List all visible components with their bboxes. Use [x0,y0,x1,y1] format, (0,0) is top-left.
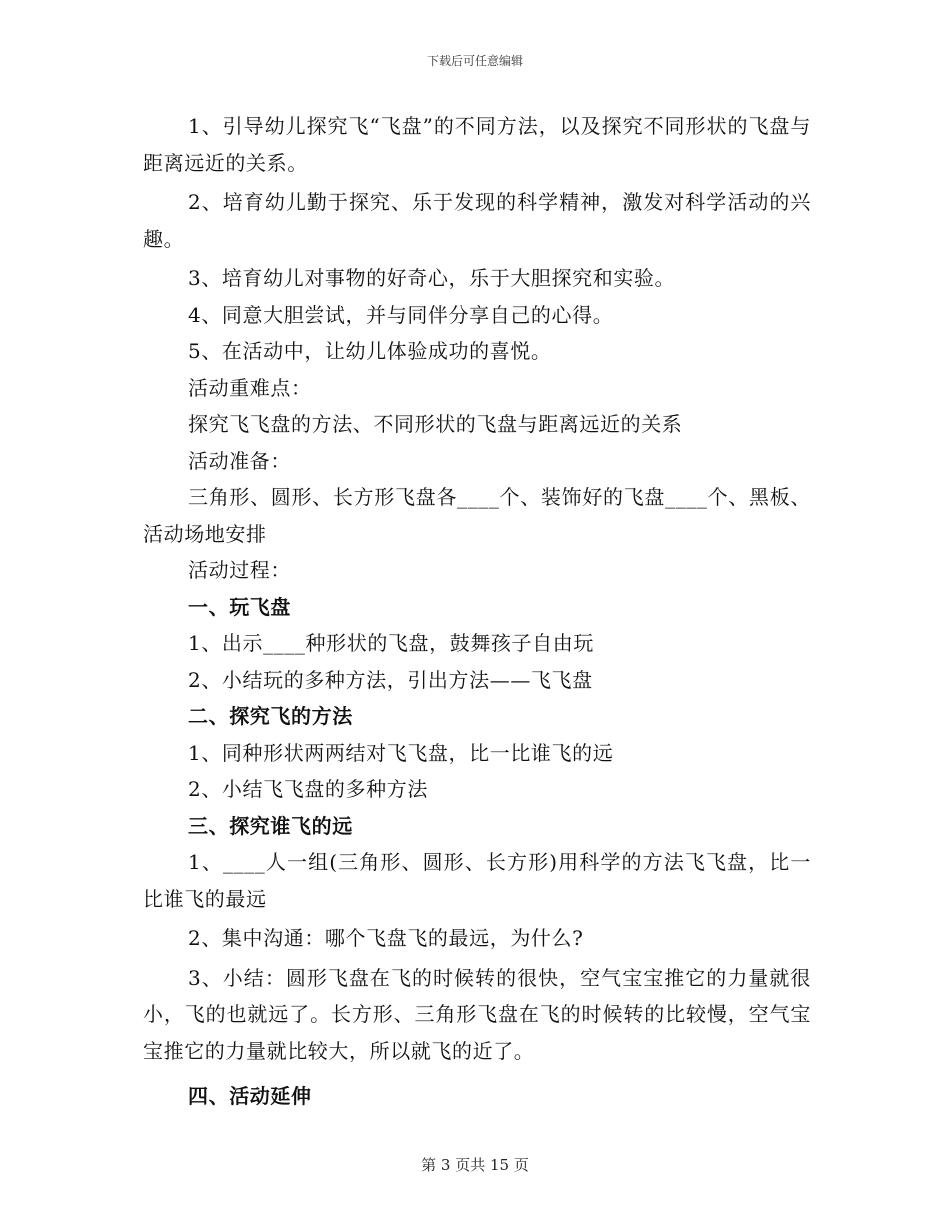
objective-2: 2、培育幼儿勤于探究、乐于发现的科学精神，激发对科学活动的兴趣。 [143,190,811,251]
step-2-2: 2、小结飞飞盘的多种方法 [188,777,428,801]
step-3-3: 3、小结：圆形飞盘在飞的时候转的很快，空气宝宝推它的力量就很小，飞的也就远了。长方形、三角形飞盘在飞的时候转的比较慢，空气宝宝推它的力量就比较大，所以就飞的近了。 [143,965,811,1063]
section-heading-2: 二、探究飞的方法 [188,704,353,728]
preparation-heading: 活动准备： [188,448,291,473]
objective-4: 4、同意大胆尝试，并与同伴分享自己的心得。 [188,302,614,327]
preparation-text: 三角形、圆形、长方形飞盘各____个、装饰好的飞盘____个、黑板、活动场地安排 [143,485,811,546]
step-3-1: 1、____人一组(三角形、圆形、长方形)用科学的方法飞飞盘，比一比谁飞的最远 [143,850,811,911]
step-1-2: 2、小结玩的多种方法，引出方法——飞飞盘 [188,667,593,692]
document-body [143,108,811,1115]
objective-3: 3、培育幼儿对事物的好奇心，乐于大胆探究和实验。 [188,266,676,290]
step-3-2: 2、集中沟通：哪个飞盘飞的最远，为什么? [188,926,584,950]
page-header: 下载后可任意编辑 [426,54,523,68]
objective-1: 1、引导幼儿探究飞“飞盘”的不同方法，以及探究不同形状的飞盘与距离远近的关系。 [143,114,811,175]
step-2-1: 1、同种形状两两结对飞飞盘，比一比谁飞的远 [188,740,614,765]
process-heading: 活动过程： [188,558,291,582]
section-heading-1: 一、玩飞盘 [188,594,291,619]
section-heading-4: 四、活动延伸 [188,1084,312,1108]
section-heading-3: 三、探究谁飞的远 [188,813,353,838]
key-points-text: 探究飞飞盘的方法、不同形状的飞盘与距离远近的关系 [188,412,683,436]
step-1-1: 1、出示____种形状的飞盘，鼓舞孩子自由玩 [188,631,594,655]
key-points-heading: 活动重难点： [188,375,312,400]
page-footer: 第 3 页共 15 页 [421,1156,529,1174]
objective-5: 5、在活动中，让幼儿体验成功的喜悦。 [188,339,552,363]
